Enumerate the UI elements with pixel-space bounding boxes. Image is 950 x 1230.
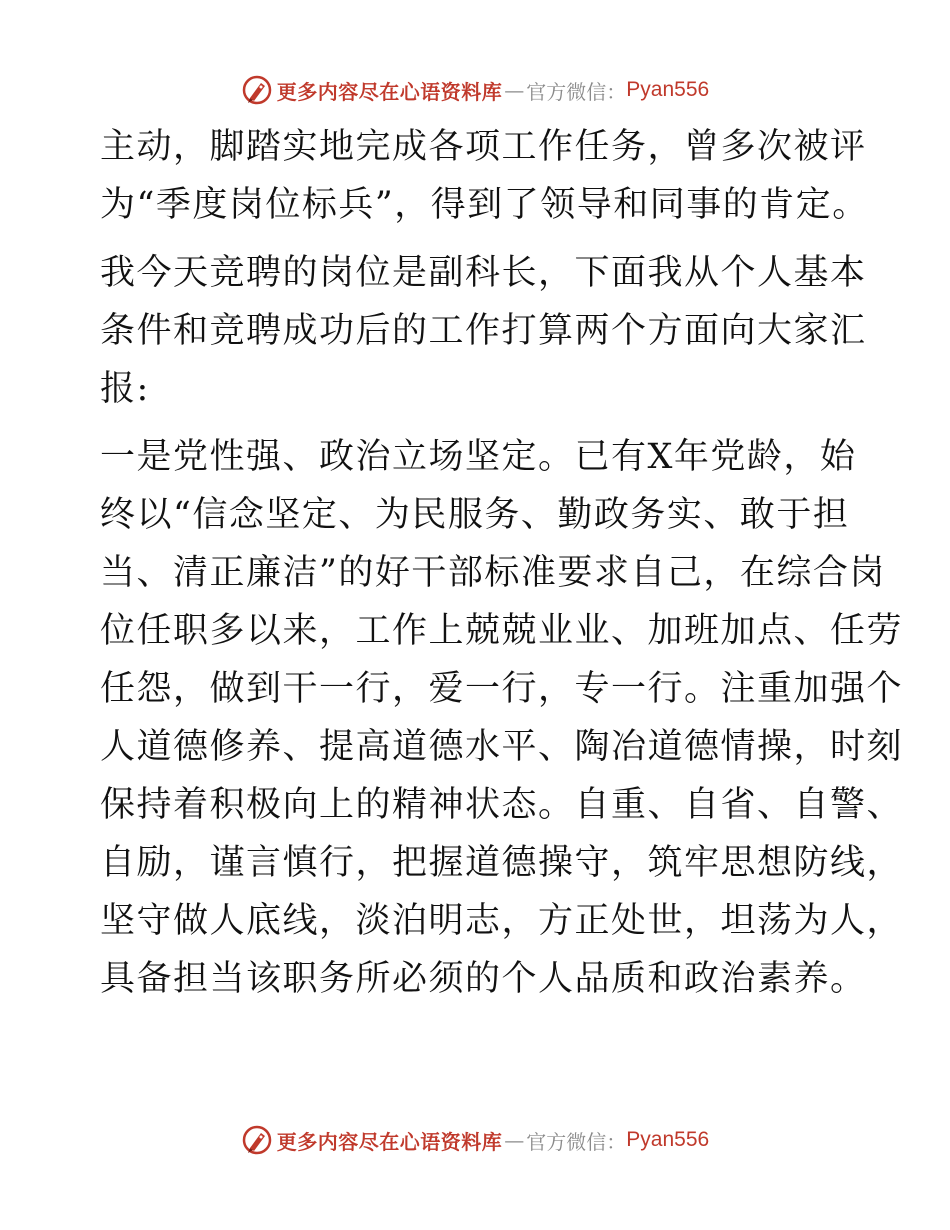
text-line: 条件和竞聘成功后的工作打算两个方面向大家汇 [100,311,867,351]
text-line: 保持着积极向上的精神状态。自重、自省、自警、 [100,785,904,825]
text-line: 终以“信念坚定、为民服务、勤政务实、敢于担 [100,495,850,535]
header-brand-text: 更多内容尽在心语资料库 [276,79,503,104]
header-wechat-id: Pyan556 [626,78,710,101]
text-line: 主动，脚踏实地完成各项工作任务，曾多次被评 [100,127,867,167]
footer-dash: — [504,1128,525,1152]
text-line: 自励，谨言慎行，把握道德操守，筑牢思想防线， [100,843,904,883]
footer-brand-text: 更多内容尽在心语资料库 [276,1129,503,1154]
text-line: 报: [100,369,150,409]
text-line: 任怨，做到干一行，爱一行，专一行。注重加强个 [100,669,904,709]
text-line: 为“季度岗位标兵”，得到了领导和同事的肯定。 [100,185,869,225]
paragraph-2 [100,244,867,418]
text-line: 具备担当该职务所必须的个人品质和政治素养。 [100,959,867,999]
text-line: 位任职多以来，工作上兢兢业业、加班加点、任劳 [100,611,904,651]
footer-banner [0,1120,950,1160]
footer-wechat-label: 官方微信： [526,1129,627,1154]
pen-nib-logo-icon [241,1124,273,1156]
pen-nib-logo-icon [241,74,273,106]
paragraph-3 [100,428,904,1008]
header-wechat-label: 官方微信： [526,79,627,104]
document-body [100,118,904,1008]
text-line: 当、清正廉洁”的好干部标准要求自己，在综合岗 [100,553,886,593]
text-line: 人道德修养、提高道德水平、陶冶道德情操，时刻 [100,727,904,767]
footer-wechat-id: Pyan556 [626,1128,710,1151]
text-line: 我今天竞聘的岗位是副科长，下面我从个人基本 [100,253,867,293]
text-line: 坚守做人底线，淡泊明志，方正处世，坦荡为人， [100,901,904,941]
header-banner [0,70,950,110]
header-dash: — [504,78,525,102]
paragraph-1 [100,118,869,234]
text-line: 一是党性强、政治立场坚定。已有X年党龄，始 [100,437,857,477]
